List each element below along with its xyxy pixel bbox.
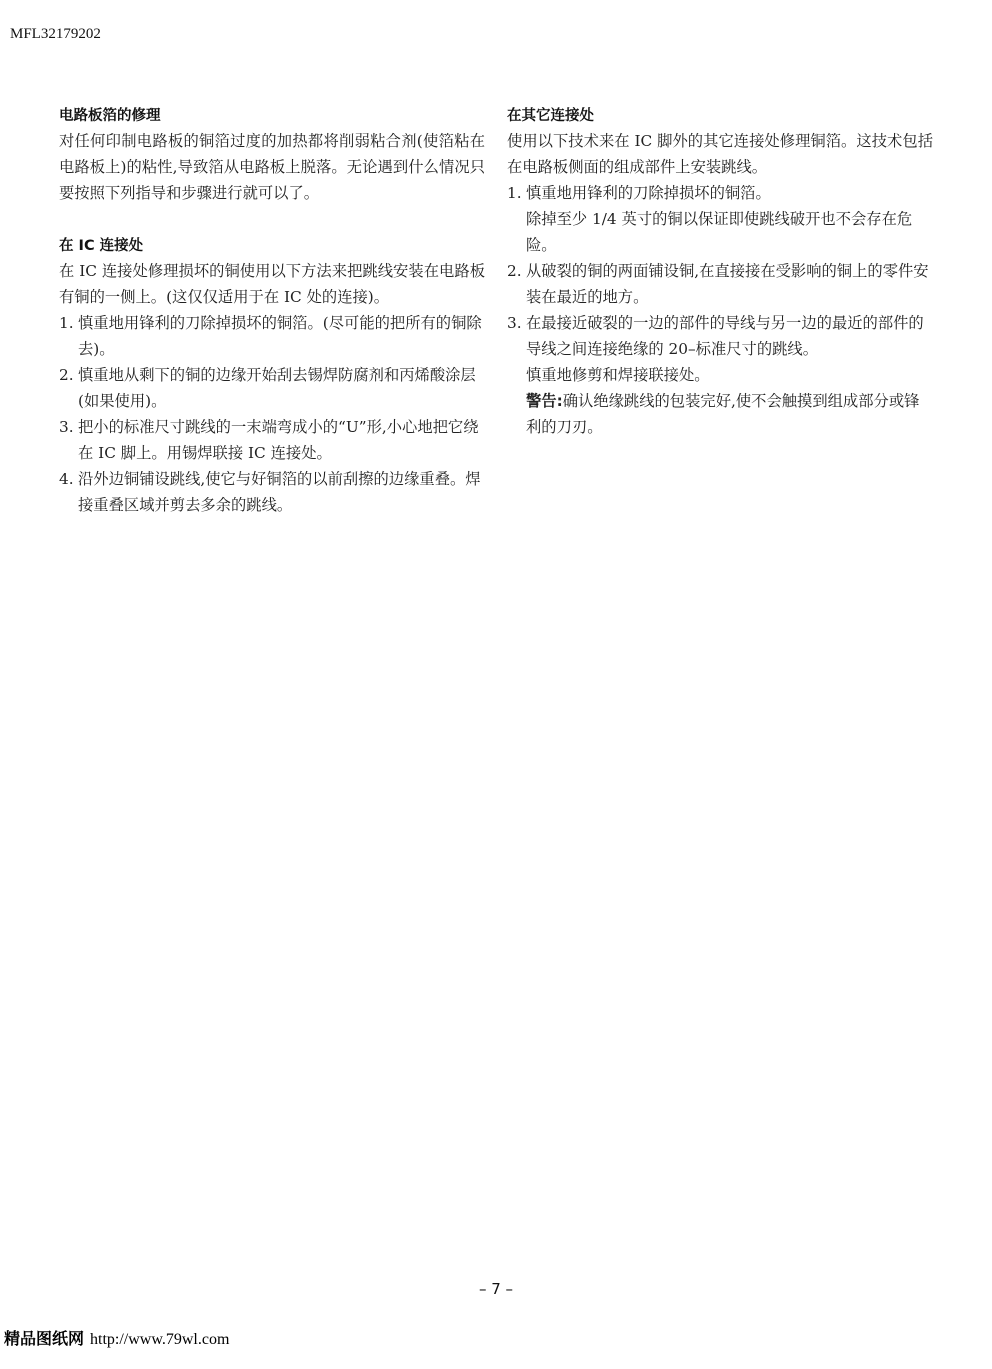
step-text: 沿外边铜铺设跳线,使它与好铜箔的以前刮擦的边缘重叠。焊接重叠区域并剪去多余的跳线。 — [78, 470, 481, 514]
list-item — [59, 414, 485, 466]
section-paragraph-other-connections: 使用以下技术来在 IC 脚外的其它连接处修理铜箔。这技术包括在电路板侧面的组成部件上安装跳线。 — [507, 132, 933, 176]
step-text: 从破裂的铜的两面铺设铜,在直接接在受影响的铜上的零件安装在最近的地方。 — [526, 262, 929, 306]
step-subtext: 除掉至少 1/4 英寸的铜以保证即使跳线破开也不会存在危险。 — [526, 210, 913, 254]
step-text: 慎重地用锋利的刀除掉损坏的铜箔。(尽可能的把所有的铜除去)。 — [78, 314, 482, 358]
doc-code: MFL32179202 — [10, 26, 101, 42]
list-item — [507, 180, 933, 258]
section-paragraph-ic-connection: 在 IC 连接处修理损坏的铜使用以下方法来把跳线安装在电路板有铜的一侧上。(这仅仅适用于在 IC 处的连接)。 — [59, 262, 485, 306]
step-text: 在最接近破裂的一边的部件的导线与另一边的最近的部件的导线之间连接绝缘的 20–标准尺寸的跳线。 — [526, 314, 924, 358]
watermark-url[interactable]: http://www.79wl.com — [90, 1331, 230, 1348]
list-item — [59, 466, 485, 518]
step-number: 2. — [507, 262, 522, 280]
list-item — [507, 310, 933, 440]
section-title-ic-connection: 在 IC 连接处 — [59, 238, 144, 254]
ic-connection-steps — [59, 310, 485, 518]
step-text: 慎重地从剩下的铜的边缘开始刮去锡焊防腐剂和丙烯酸涂层(如果使用)。 — [78, 366, 476, 410]
list-item — [59, 310, 485, 362]
right-column — [507, 104, 933, 440]
section-paragraph-board-foil-repair: 对任何印制电路板的铜箔过度的加热都将削弱粘合剂(使箔粘在电路板上)的粘性,导致箔从电路板上脱落。无论遇到什么情况只要按照下列指导和步骤进行就可以了。 — [59, 132, 485, 202]
footer-watermark — [4, 1326, 229, 1349]
list-item — [59, 362, 485, 414]
page-number: – 7 – — [478, 1280, 514, 1298]
section-title-other-connections: 在其它连接处 — [507, 108, 594, 124]
section-title-board-foil-repair: 电路板箔的修理 — [59, 108, 161, 124]
step-text: 把小的标准尺寸跳线的一末端弯成小的“U”形,小心地把它绕在 IC 脚上。用锡焊联接 IC 连接处。 — [78, 418, 479, 462]
warning-note — [526, 388, 933, 440]
step-number: 1. — [59, 314, 74, 332]
step-number: 2. — [59, 366, 74, 384]
step-subtext: 慎重地修剪和焊接联接处。 — [526, 366, 710, 384]
step-text: 慎重地用锋利的刀除掉损坏的铜箔。 — [526, 184, 771, 202]
step-number: 3. — [59, 418, 74, 436]
watermark-site-name: 精品图纸网 — [4, 1329, 85, 1348]
other-connection-steps — [507, 180, 933, 440]
warning-text: 确认绝缘跳线的包装完好,使不会触摸到组成部分或锋利的刀刃。 — [526, 392, 920, 436]
step-number: 1. — [507, 184, 522, 202]
left-column — [59, 104, 485, 518]
step-number: 3. — [507, 314, 522, 332]
list-item — [507, 258, 933, 310]
step-number: 4. — [59, 470, 74, 488]
warning-label: 警告: — [526, 392, 563, 410]
